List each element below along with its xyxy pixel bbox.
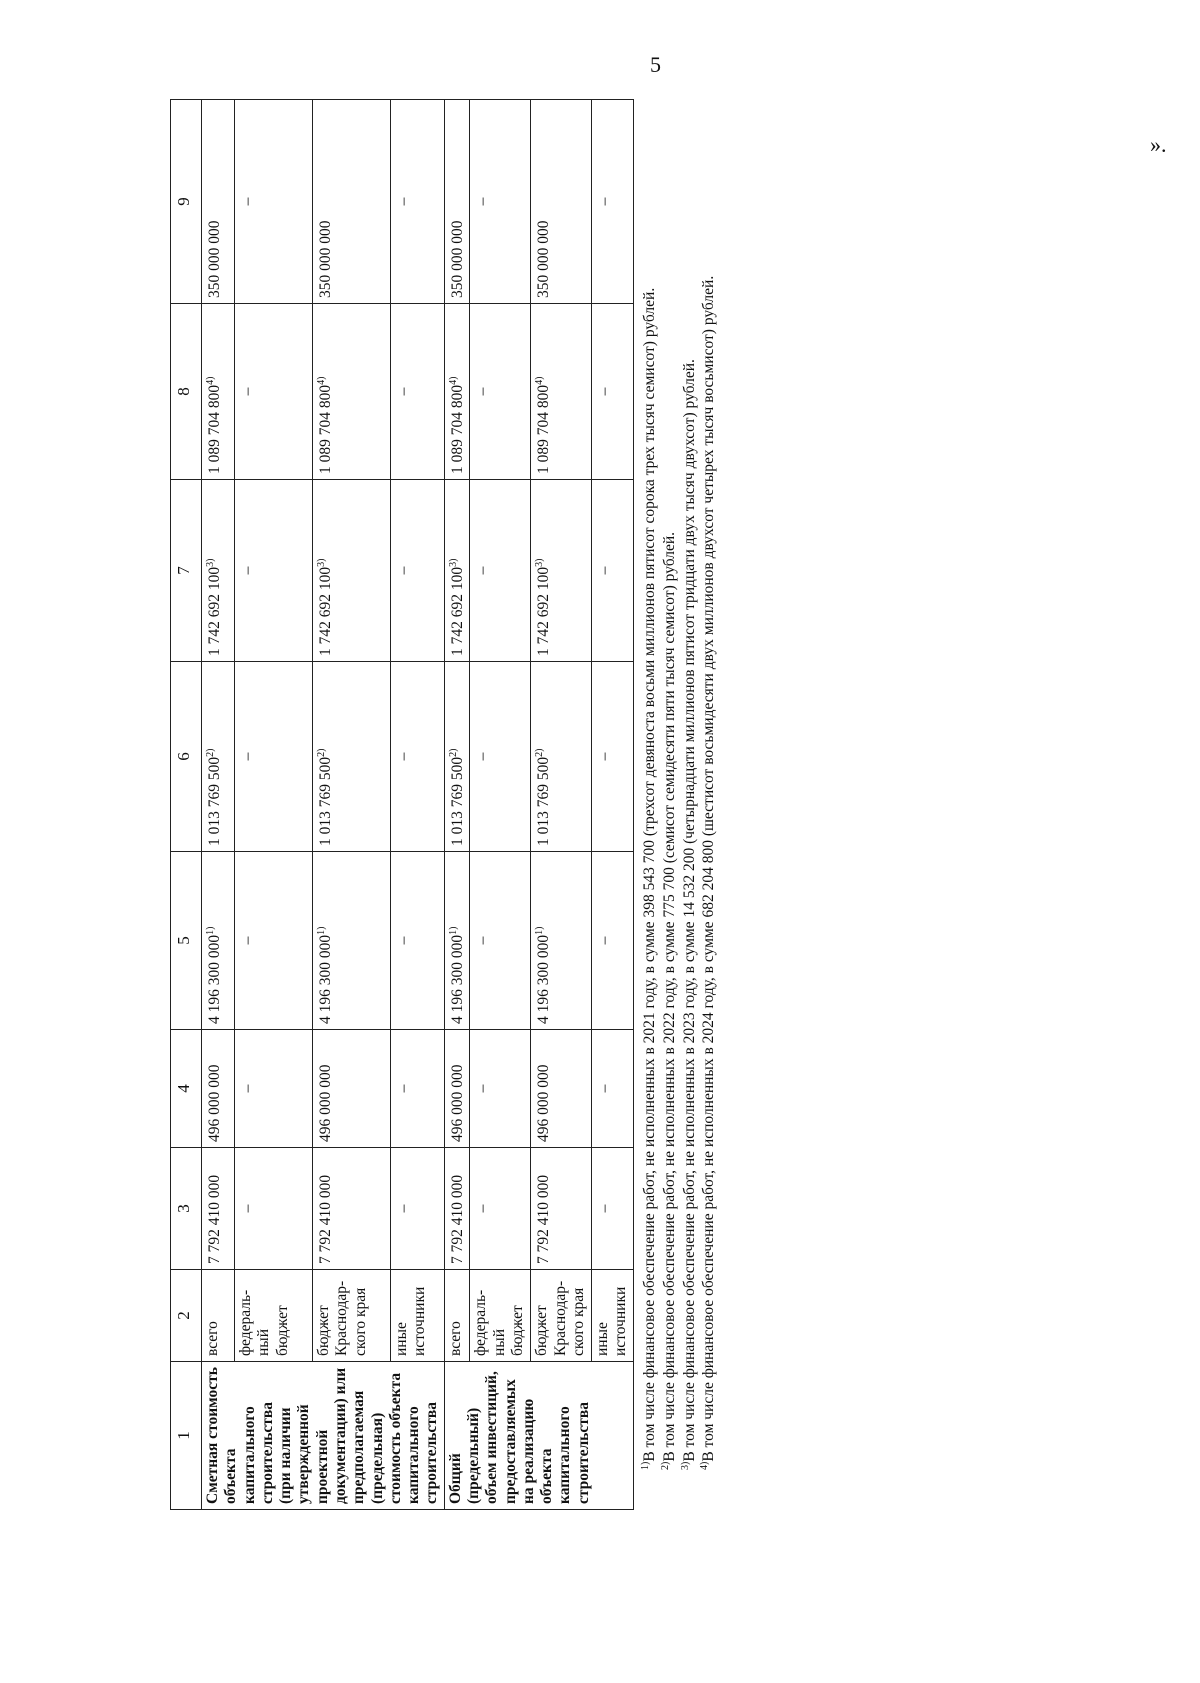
amount-value: –	[394, 752, 412, 761]
amount-cell	[444, 100, 470, 304]
amount-cell	[531, 852, 592, 1030]
amount-cell	[202, 1148, 235, 1270]
amount-value: –	[238, 1084, 256, 1093]
footnote	[660, 100, 680, 1510]
amount-value: 350 000 000	[206, 220, 223, 298]
amount-value: 496 000 000	[206, 1064, 223, 1142]
amount-cell	[234, 1148, 312, 1270]
amount-value: –	[394, 936, 412, 945]
amount-value: 1 013 769 500	[535, 756, 553, 846]
amount-cell	[202, 852, 235, 1030]
footnote-ref: 2)	[533, 748, 545, 757]
amount-value: 350 000 000	[535, 220, 553, 298]
funding-source: всего	[444, 1270, 470, 1362]
amount-cell	[312, 852, 390, 1030]
amount-cell	[312, 1030, 390, 1148]
footnote	[680, 100, 700, 1510]
amount-value: 1 742 692 100	[206, 566, 223, 656]
footnote-mark: 1)	[639, 1461, 651, 1470]
amount-cell	[202, 100, 235, 304]
amount-value: –	[595, 197, 613, 206]
footnote-ref: 1)	[447, 926, 459, 935]
amount-value: –	[238, 1204, 256, 1213]
footnote-ref: 3)	[447, 558, 459, 567]
funding-source: иные источники	[390, 1270, 444, 1362]
financing-table	[170, 99, 634, 1510]
amount-cell	[444, 480, 470, 662]
amount-cell	[202, 480, 235, 662]
amount-value: –	[394, 387, 412, 396]
footnote-mark: 2)	[659, 1461, 671, 1470]
amount-cell	[234, 304, 312, 480]
amount-value: 4 196 300 000	[316, 934, 334, 1024]
row-group-label: Сметная стоимость объекта капитального строительства (при наличии утвержденной проектной документации) или предполагаемая (предельная) стоимость объекта капитального строительства	[202, 1362, 445, 1510]
amount-value: 496 000 000	[535, 1064, 553, 1142]
amount-cell	[234, 480, 312, 662]
amount-value: 4 196 300 000	[448, 934, 466, 1024]
amount-cell	[444, 1148, 470, 1270]
amount-cell	[531, 662, 592, 852]
amount-value: 4 196 300 000	[535, 934, 553, 1024]
amount-cell	[234, 100, 312, 304]
footnote-ref: 1)	[315, 926, 327, 935]
amount-value: –	[595, 752, 613, 761]
amount-value: –	[595, 387, 613, 396]
amount-cell	[390, 304, 444, 480]
amount-cell	[390, 100, 444, 304]
amount-value: –	[238, 387, 256, 396]
amount-cell	[234, 852, 312, 1030]
funding-source: федераль-ный бюджет	[470, 1270, 531, 1362]
footnote	[640, 100, 660, 1510]
amount-cell	[470, 304, 531, 480]
amount-value: –	[474, 936, 492, 945]
amount-cell	[390, 852, 444, 1030]
footnote-ref: 4)	[447, 376, 459, 385]
table-row	[531, 100, 592, 1510]
footnote-ref: 2)	[447, 748, 459, 757]
amount-value: –	[595, 1204, 613, 1213]
amount-cell	[312, 662, 390, 852]
amount-cell	[390, 662, 444, 852]
amount-value: 496 000 000	[316, 1064, 334, 1142]
footnote-text: В том числе финансовое обеспечение работ, не исполненных в 2024 году, в сумме 682 204 800 (шестисот восьмидесяти двух миллионов двухсот четырех тысяч восьмисот) рублей.	[700, 275, 718, 1462]
amount-cell	[390, 1030, 444, 1148]
amount-value: –	[394, 197, 412, 206]
table-row	[234, 100, 312, 1510]
footnote-ref: 1)	[204, 926, 216, 935]
amount-cell	[444, 1030, 470, 1148]
amount-value: 1 089 704 800	[448, 384, 466, 474]
footnote-ref: 4)	[533, 376, 545, 385]
amount-value: 1 742 692 100	[316, 566, 334, 656]
column-number-5: 5	[171, 852, 202, 1030]
amount-value: –	[474, 197, 492, 206]
rotated-content	[170, 100, 1030, 1510]
table-row	[390, 100, 444, 1510]
funding-source: федераль-ный бюджет	[234, 1270, 312, 1362]
amount-cell	[234, 1030, 312, 1148]
amount-value: 1 742 692 100	[448, 566, 466, 656]
amount-value: 1 013 769 500	[448, 756, 466, 846]
amount-cell	[591, 480, 633, 662]
column-number-1: 1	[171, 1362, 202, 1510]
amount-cell	[312, 100, 390, 304]
amount-cell	[312, 480, 390, 662]
footnotes	[634, 100, 719, 1510]
amount-cell	[591, 1148, 633, 1270]
amount-cell	[591, 662, 633, 852]
footnote-ref: 4)	[315, 376, 327, 385]
footnote-ref: 3)	[315, 558, 327, 567]
amount-value: –	[474, 752, 492, 761]
table-row	[591, 100, 633, 1510]
funding-source: всего	[202, 1270, 235, 1362]
amount-value: 7 792 410 000	[206, 1174, 223, 1264]
amount-value: –	[238, 752, 256, 761]
footnote-text: В том числе финансовое обеспечение работ, не исполненных в 2022 году, в сумме 775 700 (семисот семидесяти пяти тысяч семисот) рублей.	[660, 531, 678, 1462]
table-row	[312, 100, 390, 1510]
amount-cell	[470, 480, 531, 662]
amount-cell	[591, 100, 633, 304]
amount-value: 1 089 704 800	[535, 384, 553, 474]
footnote-ref: 4)	[204, 376, 216, 385]
footnote-text: В том числе финансовое обеспечение работ, не исполненных в 2021 году, в сумме 398 543 700 (трехсот девяноста восьми миллионов пятисот сорока трех тысяч семисот) рублей.	[641, 287, 658, 1462]
table-row	[202, 100, 235, 1510]
funding-source: бюджет Краснодар-ского края	[312, 1270, 390, 1362]
column-number-3: 3	[171, 1148, 202, 1270]
amount-value: 496 000 000	[448, 1064, 466, 1142]
amount-cell	[444, 662, 470, 852]
amount-value: –	[595, 936, 613, 945]
column-number-row	[171, 100, 202, 1510]
footnote-mark: 4)	[699, 1461, 711, 1470]
amount-value: 1 013 769 500	[206, 756, 223, 846]
column-number-2: 2	[171, 1270, 202, 1362]
amount-cell	[470, 1030, 531, 1148]
amount-cell	[531, 480, 592, 662]
amount-cell	[202, 304, 235, 480]
footnote-ref: 2)	[315, 748, 327, 757]
row-group-label: Общий (предельный) объем инвестиций, предоставляемых на реализацию объекта капитального строительства	[444, 1362, 633, 1510]
amount-value: –	[595, 566, 613, 575]
amount-cell	[312, 1148, 390, 1270]
amount-cell	[390, 480, 444, 662]
amount-cell	[470, 852, 531, 1030]
amount-value: 1 742 692 100	[535, 566, 553, 656]
amount-cell	[444, 304, 470, 480]
amount-value: –	[238, 936, 256, 945]
amount-value: 350 000 000	[448, 220, 466, 298]
funding-source: бюджет Краснодар-ского края	[531, 1270, 592, 1362]
amount-value: 1 013 769 500	[316, 756, 334, 846]
amount-value: –	[238, 197, 256, 206]
column-number-4: 4	[171, 1030, 202, 1148]
amount-value: –	[474, 387, 492, 396]
amount-cell	[444, 852, 470, 1030]
amount-cell	[531, 1148, 592, 1270]
column-number-6: 6	[171, 662, 202, 852]
table-row	[470, 100, 531, 1510]
amount-value: 7 792 410 000	[448, 1174, 466, 1264]
amount-cell	[202, 1030, 235, 1148]
footnote-text: В том числе финансовое обеспечение работ, не исполненных в 2023 году, в сумме 14 532 200 (четырнадцати миллионов пятисот тридцати двух тысяч двухсот) рублей.	[680, 359, 698, 1462]
amount-cell	[591, 1030, 633, 1148]
amount-cell	[202, 662, 235, 852]
amount-cell	[312, 304, 390, 480]
column-number-7: 7	[171, 480, 202, 662]
footnote-mark: 3)	[679, 1461, 691, 1470]
amount-cell	[591, 304, 633, 480]
footnote-ref: 2)	[204, 748, 216, 757]
amount-cell	[531, 1030, 592, 1148]
amount-value: 7 792 410 000	[316, 1174, 334, 1264]
amount-cell	[234, 662, 312, 852]
amount-value: –	[394, 566, 412, 575]
footnote-ref: 1)	[533, 926, 545, 935]
column-number-9: 9	[171, 100, 202, 304]
amount-cell	[591, 852, 633, 1030]
amount-cell	[531, 304, 592, 480]
amount-cell	[531, 100, 592, 304]
amount-cell	[390, 1148, 444, 1270]
amount-value: –	[595, 1084, 613, 1093]
amount-value: 1 089 704 800	[316, 384, 334, 474]
amount-value: 1 089 704 800	[206, 384, 223, 474]
amount-value: –	[394, 1084, 412, 1093]
closing-quote-mark: ».	[1150, 132, 1167, 157]
amount-cell	[470, 662, 531, 852]
amount-value: –	[474, 1204, 492, 1213]
funding-source: иные источники	[591, 1270, 633, 1362]
table-row	[444, 100, 470, 1510]
amount-value: 350 000 000	[316, 220, 334, 298]
amount-value: –	[474, 566, 492, 575]
footnote-ref: 3)	[533, 558, 545, 567]
amount-cell	[470, 1148, 531, 1270]
amount-value: –	[394, 1204, 412, 1213]
amount-cell	[470, 100, 531, 304]
footnote	[699, 100, 719, 1510]
footnote-ref: 3)	[204, 558, 216, 567]
page-number: 5	[650, 52, 661, 77]
column-number-8: 8	[171, 304, 202, 480]
amount-value: –	[474, 1084, 492, 1093]
amount-value: 4 196 300 000	[206, 934, 223, 1024]
amount-value: –	[238, 566, 256, 575]
amount-value: 7 792 410 000	[535, 1174, 553, 1264]
